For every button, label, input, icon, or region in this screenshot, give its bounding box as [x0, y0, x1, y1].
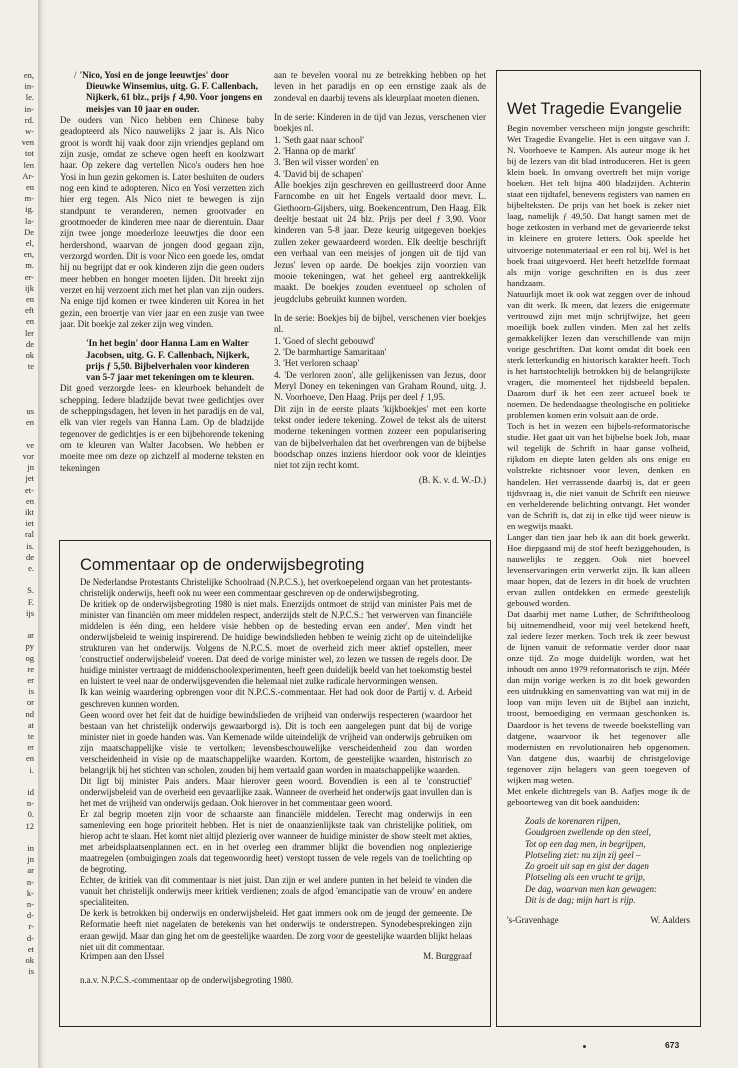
page-number: 673 [665, 1040, 680, 1050]
gutter-fragment: en [25, 495, 34, 506]
gutter-fragment: re [27, 663, 34, 674]
gutter-fragment [0, 776, 38, 787]
article-paragraph: Langer dan tien jaar heb ik aan dit boek gewerkt. Hoe diepgaand mij de stof heeft beziggehouden, is nauwelijks te zeggen. Ook niet hoeveel levenservaringen erin verwerkt zijn. Ik kan alleen maar hopen, dat de lezers in dit boek de vruchten ervan zullen ontdekken en ermede geestelijk gebouwd worden. [507, 531, 690, 609]
gutter-fragment: ijs [25, 607, 34, 618]
commentary-paragraph: Er zal begrip moeten zijn voor de schaarste aan financiële middelen. Terecht mag onderwijs in een samenleving een hoge prioriteit hebben. Het is niet de onaanzienlijkste taak van christelijke politiek, om hierop acht te slaan. Het komt niet altijd plezierig over wanneer de huidige minister de show steelt met akties, met arbeidsplaatsenplannen ect. en in het overleg een drammer blijkt die bovendien nog onplezierige maatregelen (ombuigingen zoals dat tegenwoordig heet) verstopt tussen de vele regels van de toelichting op de begroting. [80, 808, 472, 875]
article-paragraph: Natuurlijk moet ik ook wat zeggen over de inhoud van dit werk. Ik meen, dat lezers die enigermate vertrouwd zijn met mijn schrijfwijze, het geen moeilijk boek zullen vinden. Men zal het zelfs gemakkelijker lezen dan verschillende van mijn vorige geschriften. Dat komt omdat dit boek een sterk letterkundig en historisch karakter heeft. Toch is het hartstochtelijk betrokken bij de belangrijkste vragen, die momenteel het tijdsbeeld bepalen. Daarom durf ik het een zeer actueel boek te noemen. De hedendaagse theologische en politieke problemen komen erin volsuit aan de orde. [507, 288, 690, 421]
article-paragraph: Toch is het in wezen een bijbels-reformatorische studie. Het gaat uit van het bijbelse boek Job, maar wil tegelijk de Schrift in haar ganse volheid, rijkdom en diepte laten gelden als ons enige en volstrekte richtsnoer voor leven, denken en handelen. Het verrassende daarbij is, dat er geen tijdsvraag is, die niet vanuit de Schrift een nieuwe en verhelderende belichting ontvangt. Het wonder van de Schrift is, dat zij in elke tijd weer nieuw is en wegwijs maakt. [507, 421, 690, 531]
gutter-fragment: ven [21, 137, 34, 148]
gutter-fragment: De [24, 226, 34, 237]
gutter-fragment: us [26, 406, 34, 417]
series-book-list [274, 336, 486, 404]
gutter-fragment: en [25, 417, 34, 428]
gutter-fragment: en [25, 753, 34, 764]
commentary-title: Commentaar op de onderwijsbegroting [80, 556, 365, 574]
wet-tragedie-place: 's-Gravenhage [507, 915, 559, 926]
article-paragraph: Dat daarbij met name Luther, de Schrifttheoloog bij uitnemendheid, voor mij veel betekend heeft, zal iedere lezer merken. Toch trek ik zeer bewust de lijnen vanuit de reformatie verder door naar onze tijd. Zo moge duidelijk worden, wat het inhoudt om anno 1979 reformatorisch te zijn. Méér dan mijn vorige werken is zo dit boek geworden een uitdrukking en samenvatting van wat mij in de loop van mijn leven uit de Bijbel aan inzicht, troost, bemoediging en vermaan geschonken is. Daardoor is het tevens de tweede boekstelling van datgene, waarvoor ik het tegenover alle modernisten en revolutionairen heb opgenomen. Van datgene dus, waarbij de christgelovige tegenover zijn belagers van geen toegeven of wijken mag weten. [507, 609, 690, 785]
gutter-fragment: iet [25, 518, 34, 529]
gutter-fragment: le. [25, 92, 34, 103]
gutter-fragment: i. [29, 764, 34, 775]
gutter-fragment: en [25, 294, 34, 305]
commentary-signature [80, 951, 472, 961]
gutter-fragment: n- [26, 798, 34, 809]
gutter-fragment: Ar- [22, 170, 34, 181]
gutter-fragment [0, 372, 38, 383]
book-review-body: Dit goed verzorgde lees- en kleurboek behandelt de schepping. Iedere bladzijde bevat twee gedichtjes over de scheppingsdagen, het leven in het paradijs en de val, elk van vier regels van Hanna Lam. Op de bladzijde tegenover de gedichtjes is er een bijbehorende tekening om te kleuren van Walter Jacobsen. We hebben er moeite mee om deze op zichzelf al moderne teksten en tekeningen [60, 383, 264, 473]
series-book-list [274, 135, 486, 180]
commentary-paragraph: De kritiek op de onderwijsbegroting 1980 is niet mals. Enerzijds ontmoet de strijd van minister Pais met de minister van financiën om meer middelen respect, anderzijds stelt de N.P.C.S.: 'het verwerven van financiële middelen is één ding, een heldere visie hebben op de besteding ervan een ander'. Men vindt het onderwijsbeleid te weinig inspirerend. De huidige bewindslieden hebben te weinig zicht op de uiteindelijke strukturen van het onderwijs. Volgens de N.P.C.S. moet de overheid zich meer aktief opstellen, meer 'constructief onderwijsbeleid' voeren. Dat deed de vorige minister wel, zo lezen we tussen de regels door. De huidige minister vertraagt de middenschoolexperimenten, heeft geen duidelijk beeld van het toekomstig bestel en luistert te veel naar de onderwijsgevenden die helemaal niet zulke radicale hervormingen wensen. [80, 599, 472, 687]
gutter-fragment: at [27, 719, 34, 730]
gutter-fragment: m. [25, 260, 34, 271]
gutter-fragment: n- [26, 876, 34, 887]
gutter-fragment: ar [27, 865, 34, 876]
poem-line: Dit is de dag; mijn hart is rijp. [525, 894, 636, 905]
gutter-fragment: er [27, 674, 34, 685]
review-column-left [60, 70, 264, 474]
commentary-source-note: n.a.v. N.P.C.S.-commentaar op de onderwijsbegroting 1980. [80, 975, 294, 985]
poem-line: Zoals de korenaren rijpen, [525, 815, 621, 826]
list-item: 2. 'De barmhartige Samaritaan' [274, 346, 387, 357]
gutter-fragment: ral [25, 529, 34, 540]
gutter-fragment: te [27, 730, 34, 741]
commentary-paragraph: De Nederlandse Protestants Christelijke Schoolraad (N.P.C.S.), het overkoepelend orgaan van het protestants-christelijk onderwijs, heeft ook nu weer een commentaar geschreven op de onderwijsbegroting. [80, 577, 472, 599]
review-column-right [274, 70, 486, 486]
book-review-heading: 'In het begin' door Hanna Lam en Walter Jacobsen, uitg. G. F. Callenbach, Nijkerk, prijs ƒ 5,50. Bijbelverhalen voor kinderen van 5-7 jaar met tekeningen om te kleuren. [86, 338, 255, 382]
list-item: 1. 'Seth gaat naar school' [274, 134, 364, 145]
list-item: 3. 'Het verloren schaap' [274, 358, 360, 369]
list-item: 3. 'Ben wil visser worden' en [274, 157, 379, 168]
list-item: 1. 'Goed of slecht gebouwd' [274, 335, 376, 346]
gutter-fragment: r- [28, 921, 34, 932]
gutter-fragment [0, 832, 38, 843]
gutter-fragment: er- [24, 271, 34, 282]
poem-line: Zo groeit uit sap en gist der dagen [525, 861, 649, 872]
series-intro: In de serie: Boekjes bij de bijbel, verschenen vier boekjes nl. [274, 312, 486, 335]
gutter-fragment: eft [25, 305, 34, 316]
article-paragraph: Met enkele dichtregels van B. Aafjes moge ik de geboorteweg van dit boek aanduiden: [507, 785, 690, 807]
gutter-fragment [0, 429, 38, 440]
ink-speck [583, 1045, 586, 1048]
gutter-fragment: jet [25, 473, 34, 484]
commentary-body [80, 577, 472, 953]
gutter-fragment: en [25, 182, 34, 193]
series-review-body: Dit zijn in de eerste plaats 'kijkboekjes' met een korte tekst onder iedere tekening. Zowel de tekst als de uiterst moderne tekeningen vormen zozeer een popularisering van de bijbelverhalen dat het overbrengen van de bijbelse boodschap onzes inziens hierdoor ook voor de kleintjes niet tot zijn recht komt. [274, 403, 486, 471]
commentary-paragraph: Geen woord over het feit dat de huidige bewindslieden de vrijheid van onderwijs respecteren (waardoor het bestaan van het christelijk onderwijs gewaarborgd is). Dit is toch een aangelegen punt dat bij de vorige minister niet in goede handen was. Van Kemenade wilde uiteindelijk de vrijheid van onderwijs gebruiken om zijn maatschappelijke visie te vertolken; levensbeschouwelijke verscheidenheid zou dan worden verscheidenheid in visie op de maatschappelijke waarden. Kortom, de geestelijke waarden, historisch zo belangrijk bij het stichten van scholen, zouden bij hem vertaald gaan worden in maatschappelijke waarden. [80, 709, 472, 775]
poem-line: Tot op een dag men, in begrijpen, [525, 838, 646, 849]
wet-tragedie-author: W. Aalders [650, 915, 690, 926]
previous-page-gutter [0, 70, 38, 1030]
gutter-fragment: la- [25, 215, 34, 226]
book-review-body: De ouders van Nico hebben een Chinese baby geadopteerd als Nico nauwelijks 2 jaar is. Als Nico groot is wordt hij vaak door zijn vriendjes gepland om zijn zusje, omdat ze scheve ogen heeft en koolzwart haar. Op zekere dag vertellen Nico's ouders hen hoe Yosi in hun gezin gekomen is. Later besluiten de ouders nog een kind te adopteren. Nico en Yosi verzetten zich hier erg tegen. Als Nico niet te bewegen is zijn standpunt te veranderen, nemen grootvader en grootmoeder de kinderen mee naar de dierentuin. Daar zijn twee jonge moederloze leeuwtjes die door een herdershond, waarvan de jongen dood gegaan zijn, verzorgd worden. Dit is voor Nico een goede les, omdat hij nu begrijpt dat er ook kinderen zijn die geen ouders meer hebben en honger moeten lijden. Dit breekt zijn verzet en hij verzoent zich met het plan van zijn ouders. Na enige tijd komen er twee kinderen uit Korea in het gezin, een broertje van vier jaar en een zusje van twee jaar. Dit boekje zal zeker zijn weg vinden. [60, 114, 264, 329]
book-review-heading: / 'Nico, Yosi en de jonge leeuwtjes' door Dieuwke Winsemius, uitg. G. F. Callenbach, Nijkerk, 61 blz., prijs ƒ 4,90. Voor jongens en meisjes van 10 jaar en ouder. [74, 70, 263, 114]
gutter-fragment: is [28, 966, 34, 977]
gutter-fragment: ikt [25, 506, 34, 517]
gutter-fragment: len [23, 159, 34, 170]
gutter-fragment: ve [25, 439, 34, 450]
gutter-fragment: en, [23, 70, 34, 80]
gutter-fragment: te [27, 361, 34, 372]
gutter-fragment: ig. [25, 204, 34, 215]
gutter-fragment [0, 384, 38, 395]
list-item: 4. 'De verloren zoon', alle gelijkenissen van Jezus, door Meryl Doney en tekeningen van Graham Round, uitg. J. N. Voorhoeve, Den Haag. Prijs per deel ƒ 1,95. [274, 369, 486, 403]
gutter-fragment: en, [23, 249, 34, 260]
gutter-fragment: in- [24, 81, 34, 92]
poem-line: De dag, waarvan men kan gewagen: [525, 883, 657, 894]
series-intro: In de serie: Kinderen in de tijd van Jezus, verschenen vier boekjes nl. [274, 112, 486, 134]
gutter-fragment [0, 395, 38, 406]
gutter-fragment: de [25, 338, 34, 349]
poem-quote [525, 816, 690, 906]
gutter-fragment: in- [24, 103, 34, 114]
gutter-fragment [0, 574, 38, 585]
wet-tragedie-body [507, 123, 690, 926]
gutter-fragment: S. [27, 585, 34, 596]
gutter-fragment: or [26, 697, 34, 708]
gutter-fragment: nd [25, 708, 34, 719]
wet-tragedie-signature [507, 915, 690, 926]
gutter-fragment: ok [25, 350, 34, 361]
gutter-fragment: en [25, 316, 34, 327]
gutter-fragment: tot [25, 148, 34, 159]
article-paragraph: Begin november verscheen mijn jongste geschrift: Wet Tragedie Evangelie. Het is een uitgave van J. N. Voorhoeve te Kampen. Als auteur moge ik het bij de lezers van dit blad introduceren. Het is geen klein boek. In omvang overtreft het mijn vorige boeken. Het telt bijna 400 bladzijden. Achterin staat een tijdtafel, benevens registers van namen en bijbelteksten. De prijs van het boek is zeker niet laag, namelijk ƒ 49,50. Dat hangt samen met de hoge zetkosten in verband met de gevarieerde tekst in kleinere en grotere letters. Ook speelde het uitvoerige notenmateriaal er een rol bij. Wel is het boek fraai uitgevoerd. Het heeft hetzelfde formaat als mijn vorige geschriften en is dus zeer handzaam. [507, 123, 690, 288]
gutter-fragment: ler [25, 327, 34, 338]
gutter-fragment: w- [25, 126, 34, 137]
gutter-fragment: de [25, 551, 34, 562]
gutter-fragment: et- [25, 484, 34, 495]
gutter-fragment: is. [26, 540, 34, 551]
wet-tragedie-title: Wet Tragedie Evangelie [507, 100, 682, 118]
list-item: 2. 'Hanna op de markt' [274, 146, 356, 157]
gutter-fragment: et [27, 943, 34, 954]
gutter-fragment [0, 619, 38, 630]
gutter-fragment: py [25, 641, 34, 652]
gutter-fragment: ijk [25, 282, 34, 293]
gutter-fragment: jn [27, 854, 34, 865]
list-item: 4. 'David bij de schapen' [274, 168, 363, 179]
review-signoff: (B. K. v. d. W.-D.) [418, 474, 486, 485]
gutter-fragment: e. [28, 562, 34, 573]
gutter-fragment: in [27, 843, 34, 854]
commentary-paragraph: De kerk is betrokken bij onderwijs en onderwijsbeleid. Het gaat immers ook om de jeugd der gemeente. De Reformatie heeft niet nagelaten de betekenis van het onderwijs te onderstrepen. Synodebesprekingen zijn eraan gewijd. Maar dan ging het om de geestelijke waarden. De zorg voor de geestelijke waarden blijkt helaas niet uit dit commentaar. [80, 908, 472, 952]
commentary-paragraph: Echter, de kritiek van dit commentaar is niet juist. Dan zijn er wel andere punten in het beleid te vinden die vanuit het christelijk onderwijs meer kritiek verdienen; zoals de afgod 'emancipatie van de vrouw' en andere specialiteiten. [80, 875, 472, 908]
gutter-fragment: d- [26, 932, 34, 943]
gutter-fragment: n- [26, 899, 34, 910]
gutter-fragment: ar [27, 630, 34, 641]
gutter-fragment: er [27, 742, 34, 753]
commentary-author: M. Burggraaf [423, 951, 472, 961]
gutter-fragment: is [28, 686, 34, 697]
gutter-fragment: jn [27, 462, 34, 473]
poem-line: Goudgroen zwellende op den steel, [525, 827, 651, 838]
gutter-fragment: rd. [24, 114, 34, 125]
review-continuation: aan te bevelen vooral nu ze betrekking hebben op het leven in het paradijs en op een ernstige zaak als de zondeval en daarbij tevens als kleurplaat moeten dienen. [274, 70, 486, 103]
gutter-fragment: d- [26, 910, 34, 921]
gutter-fragment: el, [25, 238, 34, 249]
gutter-fragment: 0. [27, 809, 34, 820]
gutter-fragment: ok [25, 955, 34, 966]
gutter-fragment: 12 [25, 820, 34, 831]
wet-tragedie-article-box [496, 70, 701, 1027]
commentary-place: Krimpen aan den IJssel [80, 951, 165, 961]
page-fold-shadow [38, 0, 46, 1068]
poem-line: Plotseling ziet: nu zijn zij geel – [525, 849, 641, 860]
poem-line: Plotseling als een vrucht te grijp, [525, 872, 645, 883]
gutter-fragment: F. [27, 596, 34, 607]
gutter-fragment: id [27, 787, 34, 797]
commentary-paragraph: Dit ligt bij minister Pais anders. Maar hierover geen woord. Bovendien is een al te 'constructief' onderwijsbeleid van de overheid een gevaarlijke zaak. Wanneer de overheid het onderwijs gaat invullen dan is het met de vrijheid van onderwijs gedaan. Ook hierover in het commentaar geen woord. [80, 775, 472, 808]
commentary-paragraph: Ik kan weinig waardering opbrengen voor dit N.P.C.S.-commentaar. Het had ook door de Partij v. d. Arbeid geschreven kunnen worden. [80, 687, 472, 709]
gutter-fragment: og [25, 652, 34, 663]
series-review-body: Alle boekjes zijn geschreven en geillustreerd door Anne Farncombe en uit het Engels vertaald door mevr. L. Giethoorn-Gijsbers, uitg. Boekencentrum, Den Haag. Elk deeltje bestaat uit 24 blz. Prijs per deel ƒ 3,90. Voor kinderen van 5-8 jaar. Deze keurig uitgegeven boekjes zullen zeker gewaardeerd worden. Elk deeltje beschrijft een verhaal van een meisjes of jongen uit de tijd van Jezus' leven op aarde. De boekjes zijn voorzien van mooie tekeningen, wat het geheel erg aantrekkelijk maakt. De boekjes zouden eventueel op scholen of jeugdclubs gebruikt kunnen worden. [274, 180, 486, 304]
gutter-fragment: m- [24, 193, 34, 204]
gutter-fragment: vor [22, 450, 34, 461]
commentary-article-box [59, 540, 491, 1027]
gutter-fragment: k- [26, 887, 34, 898]
